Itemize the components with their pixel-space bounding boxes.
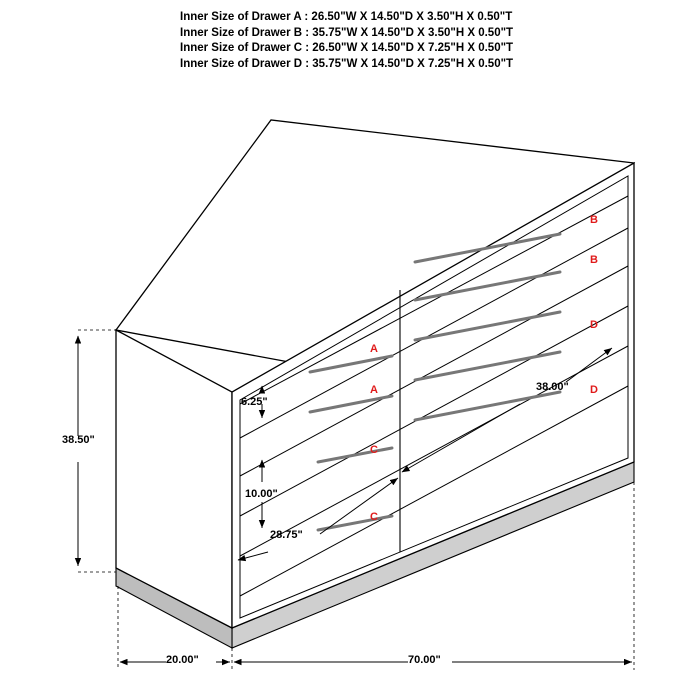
dim-height-label: 38.50"	[62, 434, 95, 446]
dim-depth-label: 20.00"	[166, 654, 199, 666]
drawer-label-b1: B	[590, 214, 598, 226]
drawer-label-d2: D	[590, 384, 598, 396]
dim-width-label: 70.00"	[408, 654, 441, 666]
drawer-label-c2: C	[370, 511, 378, 523]
dim-drawer-c-height-label: 10.00"	[245, 488, 278, 500]
spec-line-a: Inner Size of Drawer A : 26.50"W X 14.50"D X 3.50"H X 0.50"T	[180, 11, 513, 23]
spec-line-c: Inner Size of Drawer C : 26.50"W X 14.50"D X 7.25"H X 0.50"T	[180, 42, 514, 54]
drawer-label-c1: C	[370, 444, 378, 456]
spec-line-b: Inner Size of Drawer B : 35.75"W X 14.50"D X 3.50"H X 0.50"T	[180, 26, 514, 39]
drawer-label-d1: D	[590, 319, 598, 331]
dim-diagonal-label: 38.00"	[536, 381, 569, 393]
drawer-label-a2: A	[370, 384, 378, 396]
dim-drawer-a-height-label: 6.25"	[241, 396, 268, 408]
drawer-label-a1: A	[370, 343, 378, 355]
spec-line-d: Inner Size of Drawer D : 35.75"W X 14.50"D X 7.25"H X 0.50"T	[180, 57, 514, 70]
dim-drawer-width-label: 28.75"	[270, 529, 303, 541]
drawer-label-b2: B	[590, 254, 598, 266]
